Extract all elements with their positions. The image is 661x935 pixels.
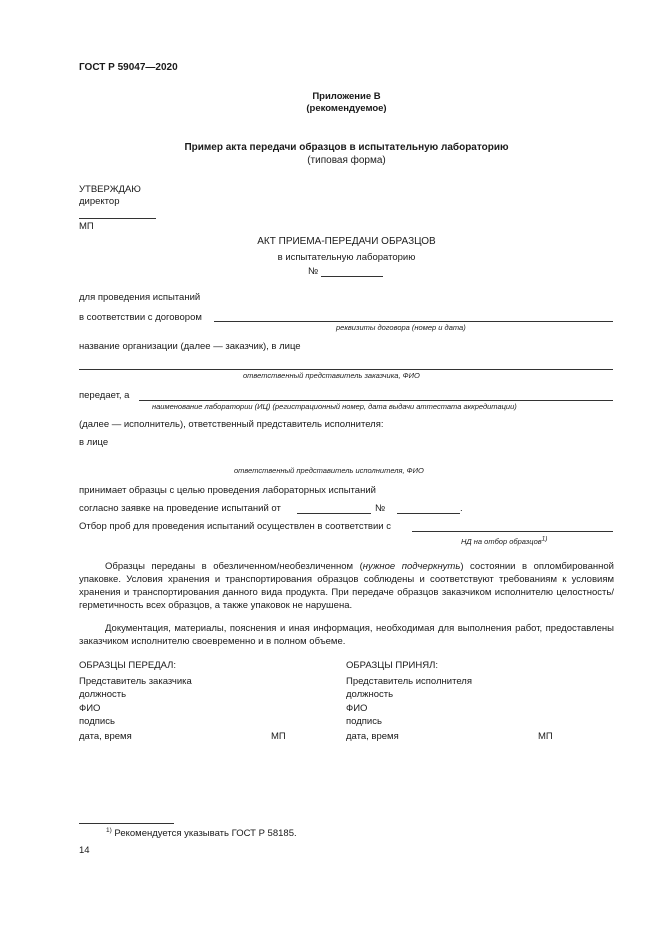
right-sign-name: ФИО <box>346 703 368 714</box>
right-sign-stamp: МП <box>538 731 553 742</box>
left-sign-role: Представитель заказчика <box>79 676 192 687</box>
right-sign-heading: ОБРАЗЦЫ ПРИНЯЛ: <box>346 660 438 671</box>
lab-line <box>139 400 613 401</box>
footnote <box>106 828 297 840</box>
director-signature-line <box>79 218 156 219</box>
appendix-title: Приложение В <box>312 91 381 102</box>
paragraph-samples: Образцы переданы в обезличенном/необезличенном (нужное подчеркнуть) состоянии в опломбированной упаковке. Условия хранения и транспортирования образцов соблюдены и соответствуют требованиям к условиям хранения и транспортирования данного вида продукта. При передаче образцов заказчиком исполнителю целостность/герметичность всех образцов, а также упаковок не нарушена. <box>79 561 614 611</box>
customer-rep-line <box>79 369 613 370</box>
approval-label: УТВЕРЖДАЮ <box>79 184 141 195</box>
contract-hint: реквизиты договора (номер и дата) <box>336 323 466 332</box>
request-number-label: № <box>375 503 386 514</box>
footnote-separator <box>79 823 174 824</box>
act-number-label: № <box>308 266 319 277</box>
appendix-subtitle: (рекомендуемое) <box>306 103 387 114</box>
footnote-mark: 1) <box>106 826 112 834</box>
left-sign-signature: подпись <box>79 716 115 727</box>
page-number: 14 <box>79 845 90 856</box>
executor-label: (далее — исполнитель), ответственный представитель исполнителя: <box>79 419 384 430</box>
contract-label: в соответствии с договором <box>79 312 202 323</box>
right-sign-datetime: дата, время <box>346 731 399 742</box>
left-sign-stamp: МП <box>271 731 286 742</box>
request-date-line <box>297 513 371 514</box>
director-label: директор <box>79 196 120 207</box>
accepts-label: принимает образцы с целью проведения лабораторных испытаний <box>79 485 376 496</box>
document-code: ГОСТ Р 59047—2020 <box>79 62 178 73</box>
act-title: АКТ ПРИЕМА-ПЕРЕДАЧИ ОБРАЗЦОВ <box>257 236 436 247</box>
lab-hint: наименование лаборатории (ИЦ) (регистрационный номер, дата выдачи аттестата аккредитации) <box>152 402 517 411</box>
left-sign-position: должность <box>79 689 127 700</box>
right-sign-role: Представитель исполнителя <box>346 676 472 687</box>
sampling-label: Отбор проб для проведения испытаний осуществлен в соответствии с <box>79 521 391 532</box>
left-sign-datetime: дата, время <box>79 731 132 742</box>
request-label: согласно заявке на проведение испытаний от <box>79 503 281 514</box>
customer-rep-hint: ответственный представитель заказчика, ФИО <box>243 371 420 380</box>
sampling-hint: НД на отбор образцов$^{1)}$ <box>461 535 548 546</box>
executor-rep-hint: ответственный представитель исполнителя, ФИО <box>234 466 424 475</box>
approval-stamp: МП <box>79 221 94 232</box>
transfers-label: передает, а <box>79 390 130 401</box>
org-name-label: название организации (далее — заказчик), в лице <box>79 341 301 352</box>
request-number-line <box>397 513 460 514</box>
act-number-line <box>321 276 383 277</box>
act-lab-line: в испытательную лабораторию <box>277 252 416 263</box>
right-sign-signature: подпись <box>346 716 382 727</box>
left-sign-heading: ОБРАЗЦЫ ПЕРЕДАЛ: <box>79 660 177 671</box>
left-sign-name: ФИО <box>79 703 101 714</box>
right-sign-position: должность <box>346 689 394 700</box>
sampling-line <box>412 531 613 532</box>
footnote-text: Рекомендуется указывать ГОСТ Р 58185. <box>114 828 297 839</box>
section-title: Пример акта передачи образцов в испытательную лабораторию <box>184 142 509 153</box>
section-subtitle: (типовая форма) <box>307 155 386 166</box>
contract-line <box>214 321 613 322</box>
purpose-label: для проведения испытаний <box>79 292 201 303</box>
paragraph-documentation: Документация, материалы, пояснения и иная информация, необходимая для выполнения работ, предоставлены заказчиком исполнителю своевременно и в полном объеме. <box>79 623 614 647</box>
footnote-reference: 1) <box>541 535 548 543</box>
in-person-label: в лице <box>79 437 109 448</box>
